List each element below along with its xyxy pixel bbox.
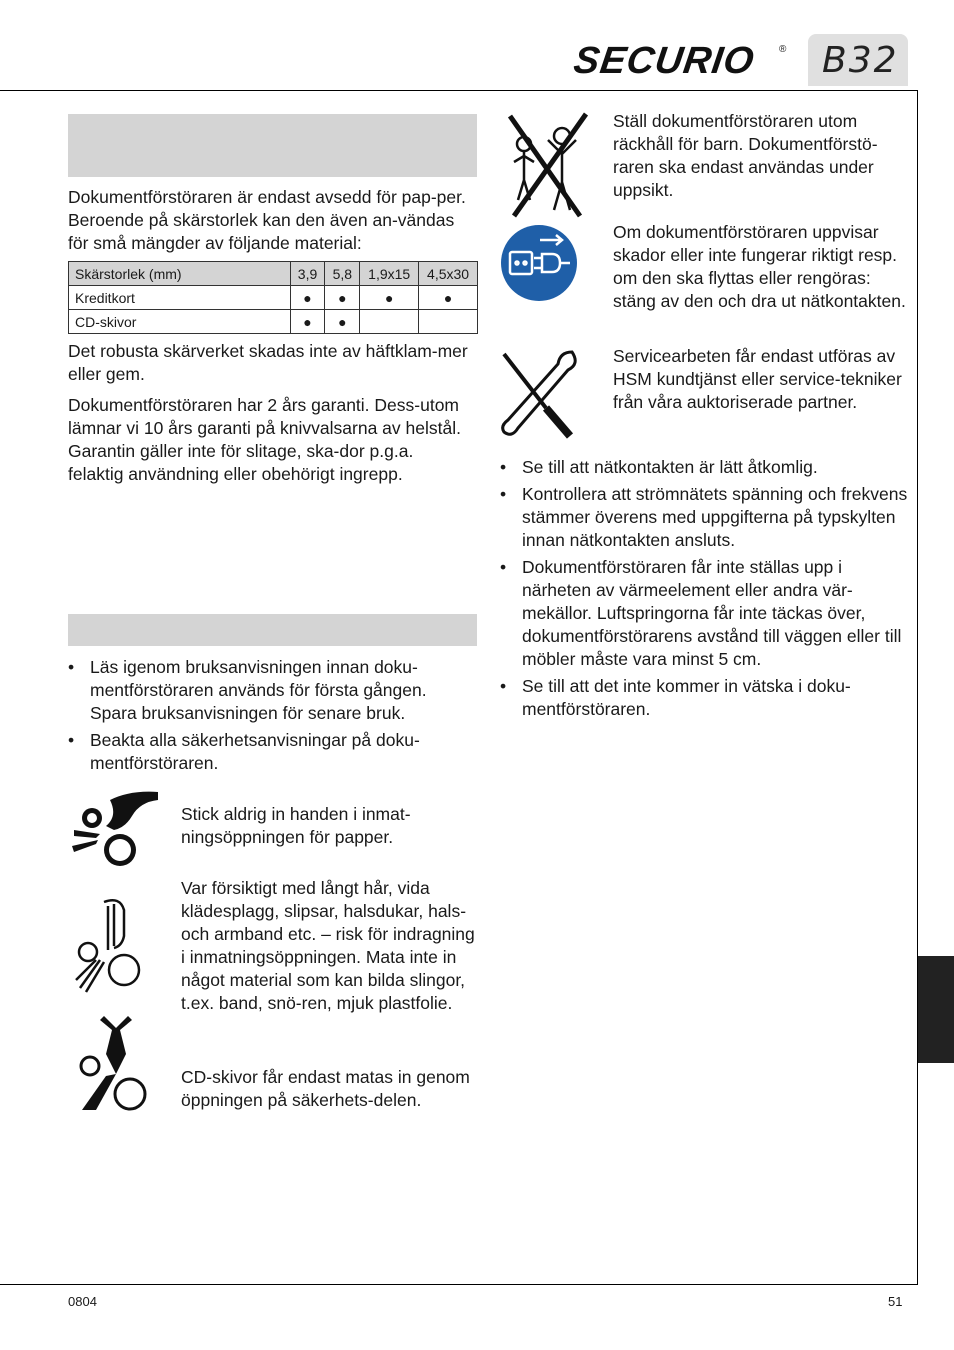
list-item: • Se till att nätkontakten är lätt åtkomlig. — [500, 456, 910, 479]
section-header-bar — [68, 114, 477, 177]
brand-logo: SECURIO — [571, 40, 758, 82]
list-item: • Beakta alla säkerhetsanvisningar på doku-mentförstöraren. — [68, 729, 468, 775]
hand-in-gears-warning-icon — [70, 790, 160, 878]
list-item: • Dokumentförstöraren får inte ställas upp i närheten av värmeelement eller andra vär-mekällor. Luftspringorna får inte täckas över, dokumentförstörarens avstånd till väggen eller till möbler måste vara minst 5 cm. — [500, 556, 910, 671]
table-cell: ● — [360, 286, 419, 310]
warranty-paragraph: Dokumentförstöraren har 2 års garanti. Dess-utom lämnar vi 10 års garanti på knivvalsarna av helstål. Garantin gäller inte för slitage, ska-dor p.g.a. felaktig användning eller obehörigt ingrepp. — [68, 395, 461, 484]
material-table — [68, 261, 478, 334]
section-header-bar-2 — [68, 614, 477, 646]
registered-mark: ® — [779, 44, 787, 55]
no-children-icon — [500, 110, 592, 218]
right-rule — [917, 90, 918, 1285]
table-cell — [419, 310, 478, 334]
tools-icon — [498, 348, 580, 440]
unplug-icon — [500, 224, 578, 302]
hand-warning-text: Stick aldrig in handen i inmat-ningsöppningen för papper. — [181, 804, 411, 847]
table-row — [69, 286, 478, 310]
hair-warning-text: Var försiktigt med långt hår, vida klädesplagg, slipsar, halsdukar, hals- och armband etc. – risk för indragning i inmatningsöppningen. Mata inte in något material som kan bilda slingor, t.ex. band, snö-ren, mjuk plastfolie. — [181, 878, 475, 1013]
table-cell: Kreditkort — [69, 286, 291, 310]
table-header-cell: 5,8 — [325, 262, 360, 286]
table-cell: ● — [290, 286, 325, 310]
table-header-cell: 3,9 — [290, 262, 325, 286]
electrical-safety-list — [500, 456, 910, 725]
top-rule — [0, 90, 918, 91]
long-hair-gears-warning-icon — [72, 896, 158, 996]
table-cell: ● — [325, 310, 360, 334]
table-cell: ● — [290, 310, 325, 334]
table-cell: ● — [419, 286, 478, 310]
table-header-cell: Skärstorlek (mm) — [69, 262, 291, 286]
list-item: • Kontrollera att strömnätets spänning och frekvens stämmer överens med uppgifterna på typskylten innan nätkontakten ansluts. — [500, 483, 910, 552]
bottom-rule — [0, 1284, 918, 1285]
table-header-cell: 1,9x15 — [360, 262, 419, 286]
list-item: • Se till att det inte kommer in vätska i doku-mentförstöraren. — [500, 675, 910, 721]
table-header-cell: 4,5x30 — [419, 262, 478, 286]
intro-text: Dokumentförstöraren är endast avsedd för pap-per. Beroende på skärstorlek kan den även an-vändas för små mängder av följande material: — [68, 187, 466, 253]
table-cell: CD-skivor — [69, 310, 291, 334]
service-warning-text: Servicearbeten får endast utföras av HSM kundtjänst eller service-tekniker från våra auktoriserade partner. — [613, 346, 902, 412]
page-number: 51 — [888, 1294, 903, 1309]
side-thumb-tab — [918, 956, 954, 1063]
document-code: 0804 — [68, 1294, 97, 1309]
cd-warning-text: CD-skivor får endast matas in genom öppningen på säkerhets-delen. — [181, 1067, 470, 1110]
table-cell: ● — [325, 286, 360, 310]
model-name: B32 — [822, 40, 899, 81]
list-item: • Läs igenom bruksanvisningen innan doku-mentförstöraren används för första gången. Spara bruksanvisningen för senare bruk. — [68, 656, 468, 725]
table-header-row — [69, 262, 478, 286]
robust-paragraph: Det robusta skärverket skadas inte av häftklam-mer eller gem. — [68, 341, 468, 384]
table-cell — [360, 310, 419, 334]
table-row — [69, 310, 478, 334]
tie-gears-warning-icon — [76, 1014, 158, 1114]
children-warning-text: Ställ dokumentförstöraren utom räckhåll för barn. Dokumentförstö-raren ska endast användas under uppsikt. — [613, 111, 878, 200]
safety-list — [68, 656, 468, 779]
unplug-warning-text: Om dokumentförstöraren uppvisar skador eller inte fungerar riktigt resp. om den ska flyttas eller rengöras: stäng av den och dra ut nätkontakten. — [613, 222, 906, 311]
